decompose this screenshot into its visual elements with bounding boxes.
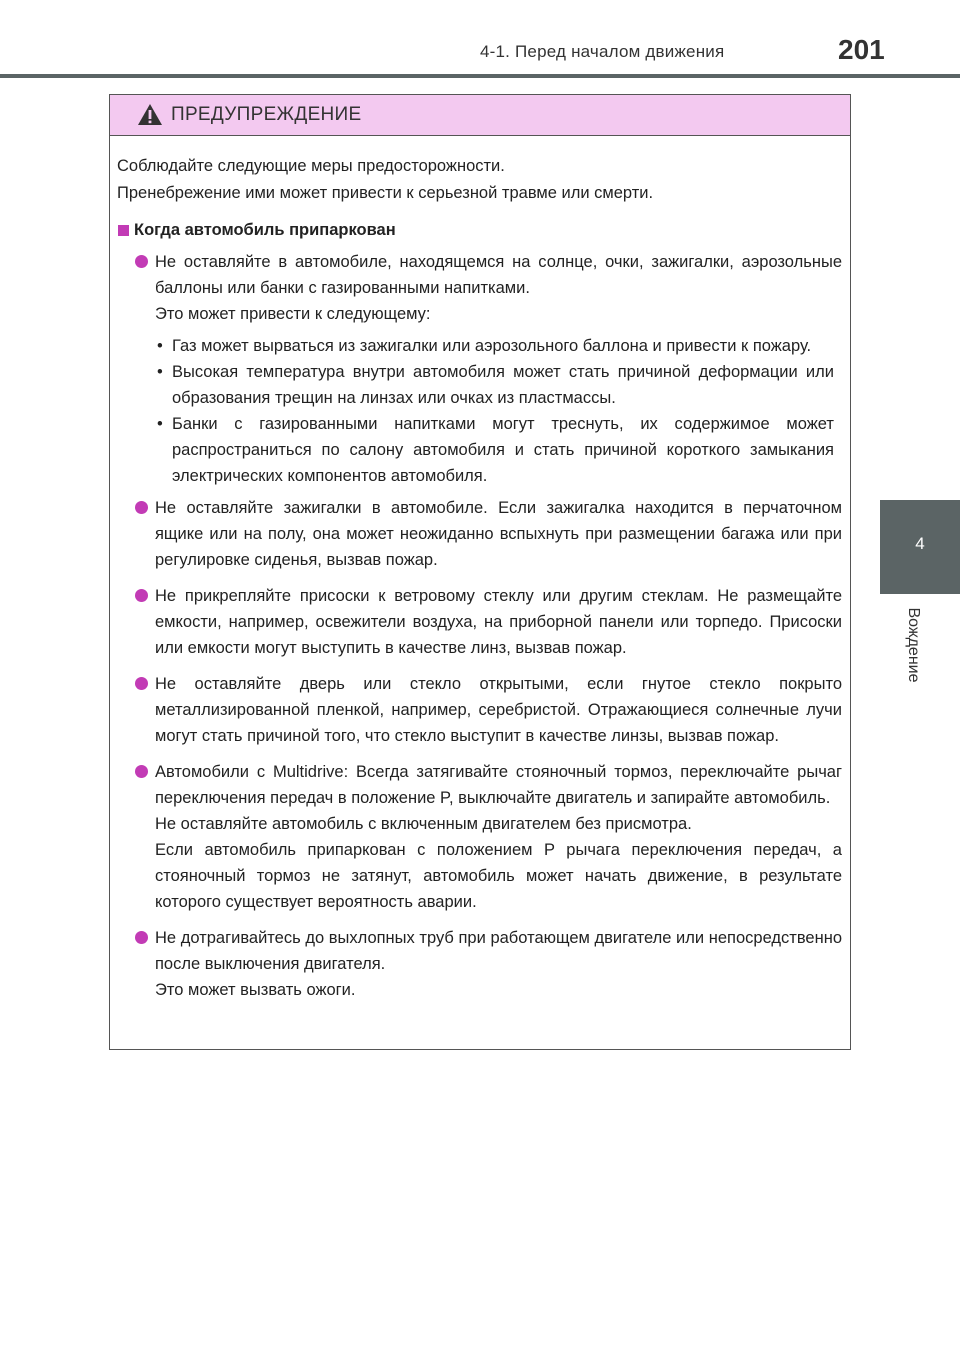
page-number: 201 xyxy=(838,34,885,65)
sub-item-text: Банки с газированными напитками могут треснуть, их содержимое может распространиться по салону автомобиля и стать причиной короткого замыкания электрических компонентов автомобиля. xyxy=(172,415,834,485)
section-title: 4-1. Перед началом движения xyxy=(480,42,725,61)
chapter-tab xyxy=(880,500,960,594)
round-bullet-icon xyxy=(135,589,148,602)
intro-line: Соблюдайте следующие меры предосторожности. xyxy=(117,157,505,175)
warning-triangle-icon xyxy=(137,103,163,126)
round-bullet-icon xyxy=(135,677,148,690)
warning-header xyxy=(110,95,850,136)
chapter-label: Вождение xyxy=(905,607,922,683)
sub-list xyxy=(117,333,842,489)
item-text: Не оставляйте в автомобиле, находящемся на солнце, очки, зажигалки, аэрозольные баллоны или банки с газированными напитками. xyxy=(155,253,842,297)
item-text: Не дотрагивайтесь до выхлопных труб при работающем двигателе или непосредственно после выключения двигателя. xyxy=(155,929,842,973)
item-text: Не прикрепляйте присоски к ветровому стеклу или другим стеклам. Не размещайте емкости, например, освежители воздуха, на приборной панели или торпедо. Присоски или емкости могут выступить в качестве линз, вызвав пожар. xyxy=(155,587,842,657)
sub-item-text: Газ может вырваться из зажигалки или аэрозольного баллона и привести к пожару. xyxy=(172,337,812,355)
item-text: Если автомобиль припаркован с положением P рычага переключения передач, а стояночный тормоз не затянут, автомобиль может начать движение, в результате которого существует вероятность аварии. xyxy=(155,841,842,911)
list-item xyxy=(117,925,842,1003)
sub-bullet-icon: • xyxy=(157,337,163,355)
list-item xyxy=(117,759,842,915)
item-text: Не оставляйте зажигалки в автомобиле. Если зажигалка находится в перчаточном ящике или на полу, она может неожиданно вспыхнуть при размещении багажа или при регулировке сиденья, вызвав пожар. xyxy=(155,499,842,569)
list-item xyxy=(117,249,842,327)
item-text: Не оставляйте автомобиль с включенным двигателем без присмотра. xyxy=(155,815,692,833)
sub-item-text: Высокая температура внутри автомобиля может стать причиной деформации или образования трещин на линзах или очках из пластмассы. xyxy=(172,363,834,407)
list-item xyxy=(117,671,842,749)
sub-bullet-icon: • xyxy=(157,415,163,433)
square-bullet-icon xyxy=(118,225,129,236)
intro-line: Пренебрежение ими может привести к серьезной травме или смерти. xyxy=(117,184,654,202)
round-bullet-icon xyxy=(135,765,148,778)
item-text: Это может вызвать ожоги. xyxy=(155,981,356,999)
sub-list-item xyxy=(117,333,842,359)
section-heading-text: Когда автомобиль припаркован xyxy=(134,221,396,239)
item-text: Автомобили с Multidrive: Всегда затягивайте стояночный тормоз, переключайте рычаг переключения передач в положение P, выключайте двигатель и запирайте автомобиль. xyxy=(155,763,842,807)
header-rule xyxy=(0,74,960,78)
round-bullet-icon xyxy=(135,931,148,944)
warning-title: ПРЕДУПРЕЖДЕНИЕ xyxy=(171,104,362,125)
sub-bullet-icon: • xyxy=(157,363,163,381)
round-bullet-icon xyxy=(135,501,148,514)
chapter-number: 4 xyxy=(915,534,925,553)
warning-body xyxy=(117,153,842,1003)
list-item xyxy=(117,495,842,573)
warning-box xyxy=(109,94,851,1050)
section-heading xyxy=(117,217,842,244)
sub-list-item xyxy=(117,411,842,489)
sub-list-item xyxy=(117,359,842,411)
item-text: Не оставляйте дверь или стекло открытыми, если гнутое стекло покрыто металлизированной пленкой, например, серебристой. Отражающиеся солнечные лучи могут стать причиной того, что стекло выступит в качестве линзы, вызвав пожар. xyxy=(155,675,842,745)
list-item xyxy=(117,583,842,661)
round-bullet-icon xyxy=(135,255,148,268)
item-text: Это может привести к следующему: xyxy=(155,305,431,323)
chapter-label-box xyxy=(902,600,924,690)
